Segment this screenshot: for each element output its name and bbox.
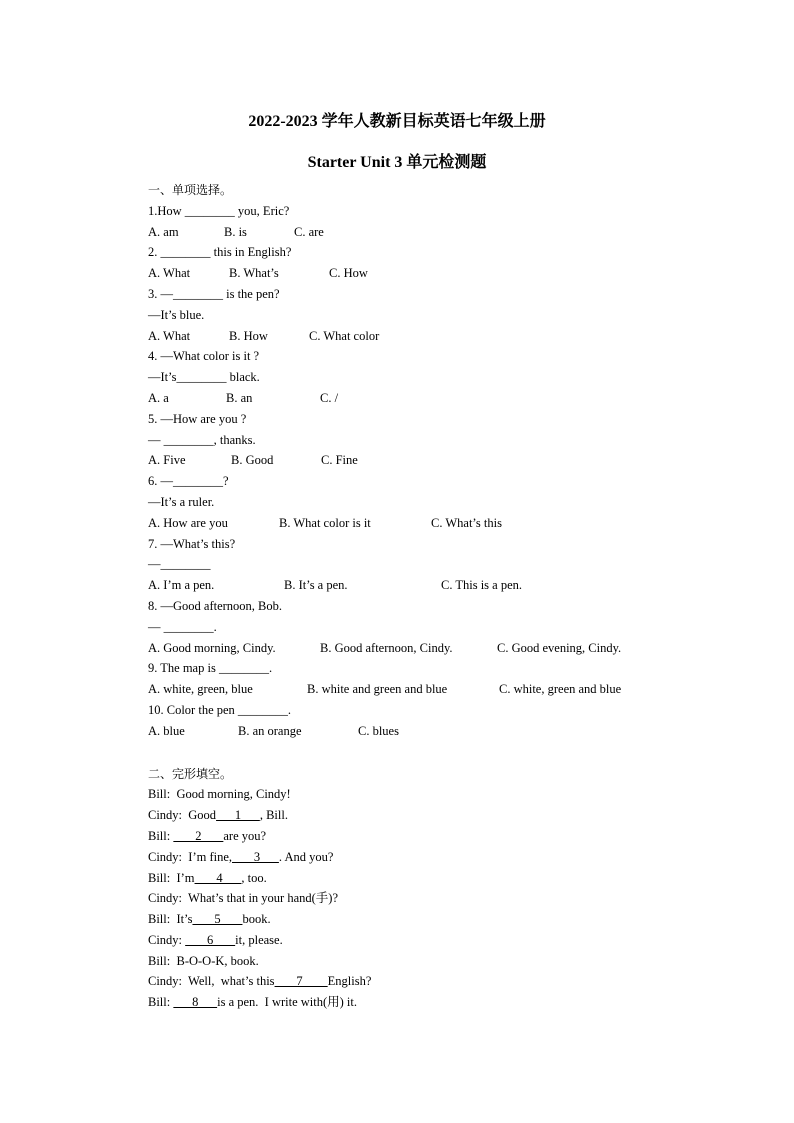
question-5-options <box>148 450 688 471</box>
option-b: B. Good afternoon, Cindy. <box>320 640 453 655</box>
question-7-answer: —________ <box>148 557 211 572</box>
dialogue-text: Bill: <box>148 828 174 843</box>
dialogue-text: Cindy: Good <box>148 808 217 823</box>
option-c: C. How <box>329 266 368 281</box>
dialogue-text: English? <box>327 974 372 989</box>
option-c: C. / <box>320 390 339 405</box>
option-c: C. Fine <box>321 453 358 468</box>
option-b: B. How <box>229 328 268 343</box>
option-a: A. How are you <box>148 515 228 530</box>
option-a: A. am <box>148 224 179 239</box>
dialogue-text: are you? <box>223 828 267 843</box>
question-7-options <box>148 575 688 596</box>
question-3: 3. —________ is the pen? <box>148 286 280 301</box>
option-c: C. This is a pen. <box>441 578 523 593</box>
option-b: B. What color is it <box>279 515 371 530</box>
option-c: C. are <box>294 224 324 239</box>
dialogue-text: it, please. <box>235 932 283 947</box>
option-b: B. white and green and blue <box>307 682 448 697</box>
dialogue-text: Cindy: I’m fine, <box>148 849 233 864</box>
option-b: B. an orange <box>238 723 302 738</box>
blank-3: 3 <box>232 849 279 864</box>
question-8: 8. —Good afternoon, Bob. <box>148 598 283 613</box>
dialogue-text: book. <box>242 912 271 927</box>
question-2: 2. ________ this in English? <box>148 245 292 260</box>
option-a: A. I’m a pen. <box>148 578 215 593</box>
dialogue-line-6: Cindy: What’s that in your hand(手)? <box>148 891 339 906</box>
question-4-answer: —It’s________ black. <box>148 370 260 385</box>
blank-8: 8 <box>173 995 218 1010</box>
blank-2: 2 <box>173 828 224 843</box>
question-10-options <box>148 721 688 742</box>
dialogue-line-3 <box>148 826 688 847</box>
dialogue-line-10 <box>148 971 688 992</box>
option-a: A. Good morning, Cindy. <box>148 640 276 655</box>
dialogue-text: Bill: It’s <box>148 912 193 927</box>
question-1-options <box>148 222 688 243</box>
section2-heading: 二、完形填空。 <box>148 766 233 781</box>
question-7: 7. —What’s this? <box>148 536 236 551</box>
option-a: A. What <box>148 328 191 343</box>
question-4: 4. —What color is it ? <box>148 349 260 364</box>
blank-7: 7 <box>274 974 328 989</box>
blank-5: 5 <box>192 912 243 927</box>
question-3-answer: —It’s blue. <box>148 307 205 322</box>
option-c: C. What color <box>309 328 380 343</box>
option-b: B. Good <box>231 453 274 468</box>
dialogue-line-2 <box>148 805 688 826</box>
question-5: 5. —How are you ? <box>148 411 247 426</box>
option-c: C. blues <box>358 723 399 738</box>
section1-heading: 一、单项选择。 <box>148 183 233 197</box>
option-b: B. It’s a pen. <box>284 578 348 593</box>
question-9-options <box>148 679 688 700</box>
question-3-options <box>148 326 688 347</box>
question-1: 1.How ________ you, Eric? <box>148 203 290 218</box>
option-c: C. white, green and blue <box>499 682 622 697</box>
dialogue-text: is a pen. I write with(用) it. <box>217 995 358 1010</box>
question-6: 6. —________? <box>148 474 229 489</box>
question-2-options <box>148 263 688 284</box>
question-4-options <box>148 388 688 409</box>
option-a: A. What <box>148 266 191 281</box>
question-10: 10. Color the pen ________. <box>148 702 292 717</box>
dialogue-line-1: Bill: Good morning, Cindy! <box>148 787 291 802</box>
option-a: A. blue <box>148 723 185 738</box>
content <box>148 180 688 1013</box>
option-c: C. Good evening, Cindy. <box>497 640 622 655</box>
dialogue-line-7 <box>148 909 688 930</box>
blank-4: 4 <box>194 870 242 885</box>
dialogue-line-8 <box>148 930 688 951</box>
question-8-options <box>148 638 688 659</box>
option-c: C. What’s this <box>431 515 502 530</box>
title-line-2: Starter Unit 3 单元检测题 <box>307 154 487 171</box>
section-gap <box>148 742 688 764</box>
dialogue-line-11 <box>148 992 688 1013</box>
option-a: A. Five <box>148 453 186 468</box>
option-b: B. is <box>224 224 247 239</box>
option-b: B. an <box>226 390 253 405</box>
title-line-1: 2022-2023 学年人教新目标英语七年级上册 <box>248 113 546 130</box>
question-5-answer: — ________, thanks. <box>148 432 256 447</box>
dialogue-text: , Bill. <box>259 808 288 823</box>
dialogue-line-9: Bill: B-O-O-K, book. <box>148 953 259 968</box>
question-8-answer: — ________. <box>148 619 217 634</box>
dialogue-line-4 <box>148 847 688 868</box>
blank-1: 1 <box>216 808 260 823</box>
dialogue-text: . And you? <box>278 849 334 864</box>
dialogue-text: Cindy: Well, what’s this <box>148 974 275 989</box>
blank-6: 6 <box>185 932 236 947</box>
dialogue-line-5 <box>148 868 688 889</box>
option-b: B. What’s <box>229 266 279 281</box>
question-9: 9. The map is ________. <box>148 661 273 676</box>
question-6-answer: —It’s a ruler. <box>148 494 215 509</box>
dialogue-text: , too. <box>241 870 267 885</box>
option-a: A. white, green, blue <box>148 682 253 697</box>
option-a: A. a <box>148 390 169 405</box>
question-6-options <box>148 513 688 534</box>
dialogue-text: Cindy: <box>148 932 186 947</box>
dialogue-text: Bill: <box>148 995 174 1010</box>
dialogue-text: Bill: I’m <box>148 870 195 885</box>
